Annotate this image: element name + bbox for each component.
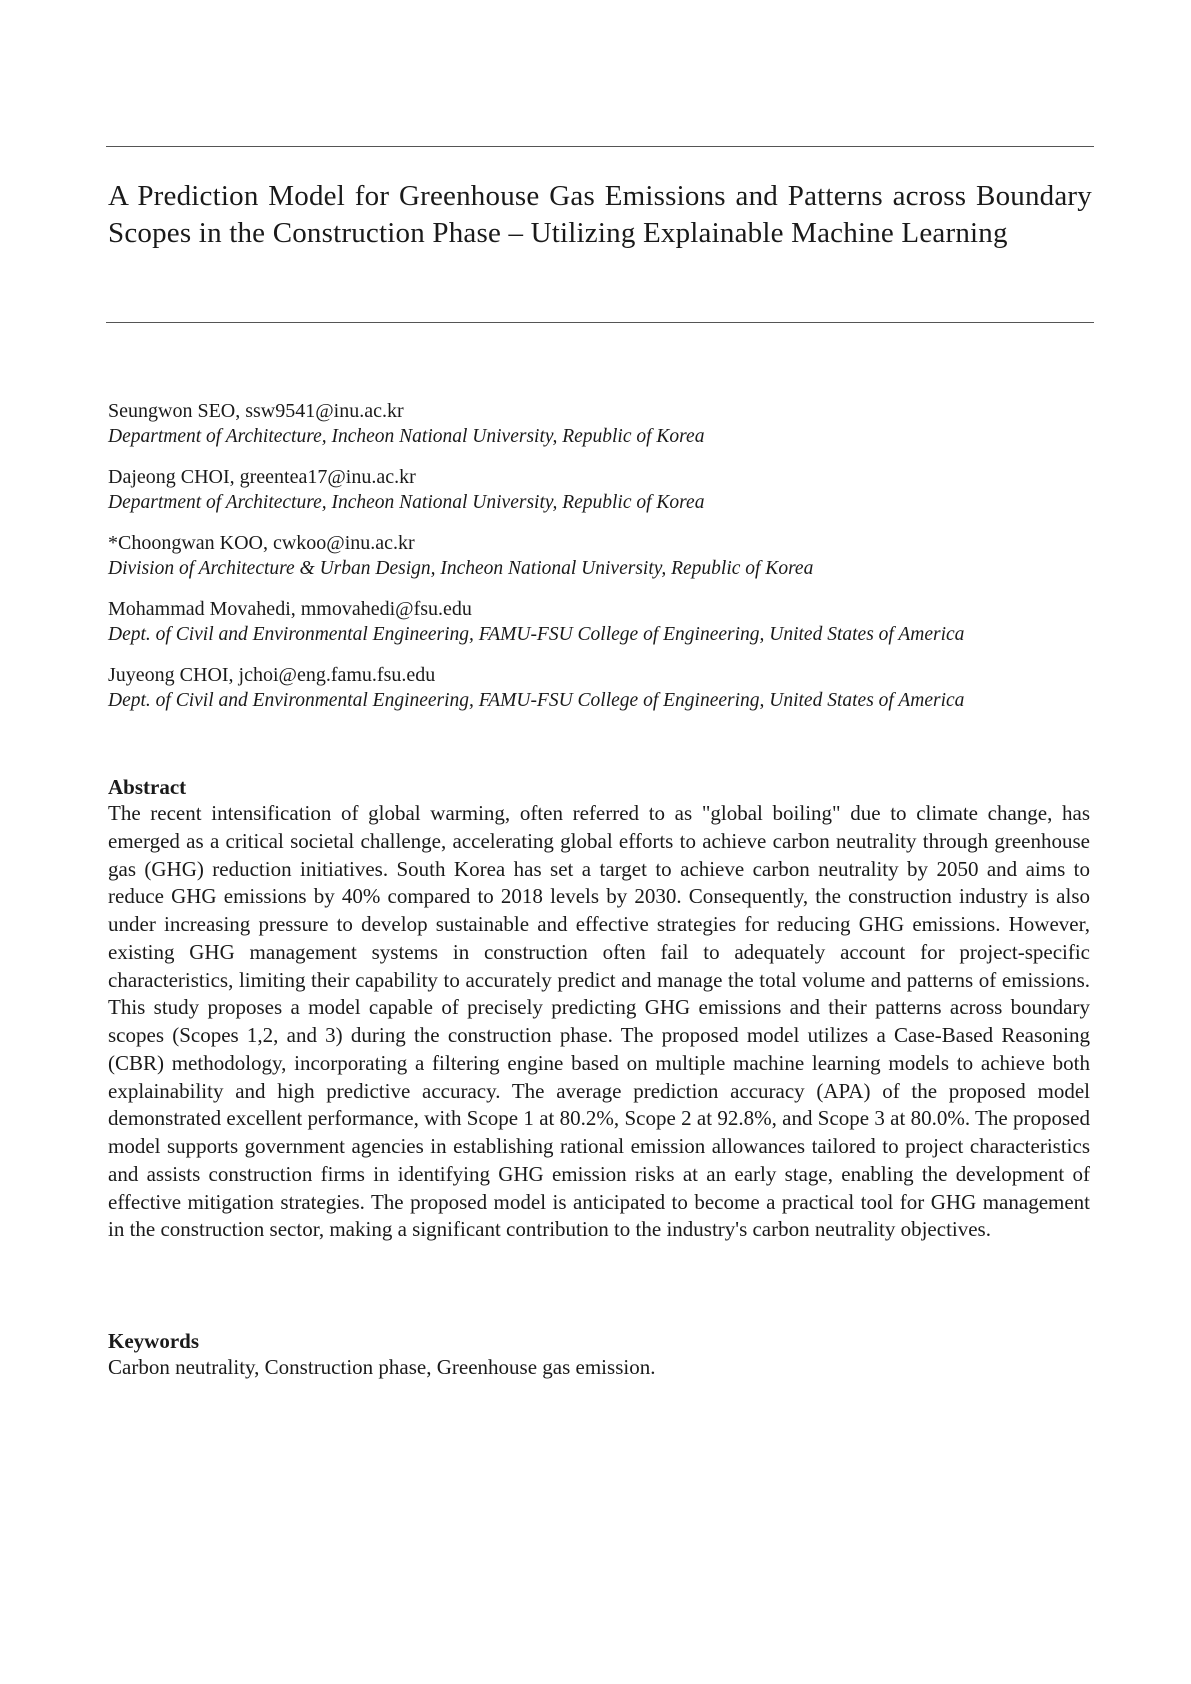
keywords-section bbox=[108, 1329, 1090, 1382]
author-affiliation: Dept. of Civil and Environmental Engineering, FAMU-FSU College of Engineering, United States of America bbox=[108, 624, 965, 645]
author-affiliation: Department of Architecture, Incheon National University, Republic of Korea bbox=[108, 492, 705, 513]
author-affiliation: Department of Architecture, Incheon National University, Republic of Korea bbox=[108, 426, 705, 447]
author-name-email: *Choongwan KOO, cwkoo@inu.ac.kr bbox=[108, 532, 415, 554]
author-name-email: Mohammad Movahedi, mmovahedi@fsu.edu bbox=[108, 598, 472, 620]
author-affiliation: Dept. of Civil and Environmental Engineering, FAMU-FSU College of Engineering, United States of America bbox=[108, 690, 965, 711]
author-name-email: Seungwon SEO, ssw9541@inu.ac.kr bbox=[108, 400, 404, 422]
author-affiliation: Division of Architecture & Urban Design, Incheon National University, Republic of Korea bbox=[108, 558, 814, 579]
abstract-text: The recent intensification of global warming, often referred to as "global boiling" due to climate change, has emerged as a critical societal challenge, accelerating global efforts to achieve carbon neutrality through greenhouse gas (GHG) reduction initiatives. South Korea has set a target to achieve carbon neutrality by 2050 and aims to reduce GHG emissions by 40% compared to 2018 levels by 2030. Consequently, the construction industry is also under increasing pressure to develop sustainable and effective strategies for reducing GHG emissions. However, existing GHG management systems in construction often fail to adequately account for project-specific characteristics, limiting their capability to accurately predict and manage the total volume and patterns of emissions. This study proposes a model capable of precisely predicting GHG emissions and their patterns across boundary scopes (Scopes 1,2, and 3) during the construction phase. The proposed model utilizes a Case-Based Reasoning (CBR) methodology, incorporating a filtering engine based on multiple machine learning models to achieve both explainability and high predictive accuracy. The average prediction accuracy (APA) of the proposed model demonstrated excellent performance, with Scope 1 at 80.2%, Scope 2 at 92.8%, and Scope 3 at 80.0%. The proposed model supports government agencies in establishing rational emission allowances tailored to project characteristics and assists construction firms in identifying GHG emission risks at an early stage, enabling the development of effective mitigation strategies. The proposed model is anticipated to become a practical tool for GHG management in the construction sector, making a significant contribution to the industry's carbon neutrality objectives. bbox=[108, 801, 1090, 1242]
author-entry bbox=[108, 464, 1098, 530]
keywords-heading: Keywords bbox=[108, 1329, 199, 1353]
abstract-section bbox=[108, 775, 1090, 1244]
abstract-heading: Abstract bbox=[108, 775, 187, 799]
paper-title: A Prediction Model for Greenhouse Gas Emissions and Patterns across Boundary Scopes in the Construction Phase – Utilizing Explainable Machine Learning bbox=[108, 180, 1092, 249]
author-name-email: Juyeong CHOI, jchoi@eng.famu.fsu.edu bbox=[108, 664, 436, 686]
author-name-email: Dajeong CHOI, greentea17@inu.ac.kr bbox=[108, 466, 416, 488]
author-entry bbox=[108, 530, 1098, 596]
author-entry bbox=[108, 596, 1098, 662]
title-top-rule bbox=[106, 146, 1094, 147]
title-bottom-rule bbox=[106, 322, 1094, 323]
author-entry bbox=[108, 662, 1098, 728]
author-entry bbox=[108, 398, 1098, 464]
keywords-text: Carbon neutrality, Construction phase, Greenhouse gas emission. bbox=[108, 1355, 656, 1379]
author-list bbox=[108, 398, 1098, 728]
